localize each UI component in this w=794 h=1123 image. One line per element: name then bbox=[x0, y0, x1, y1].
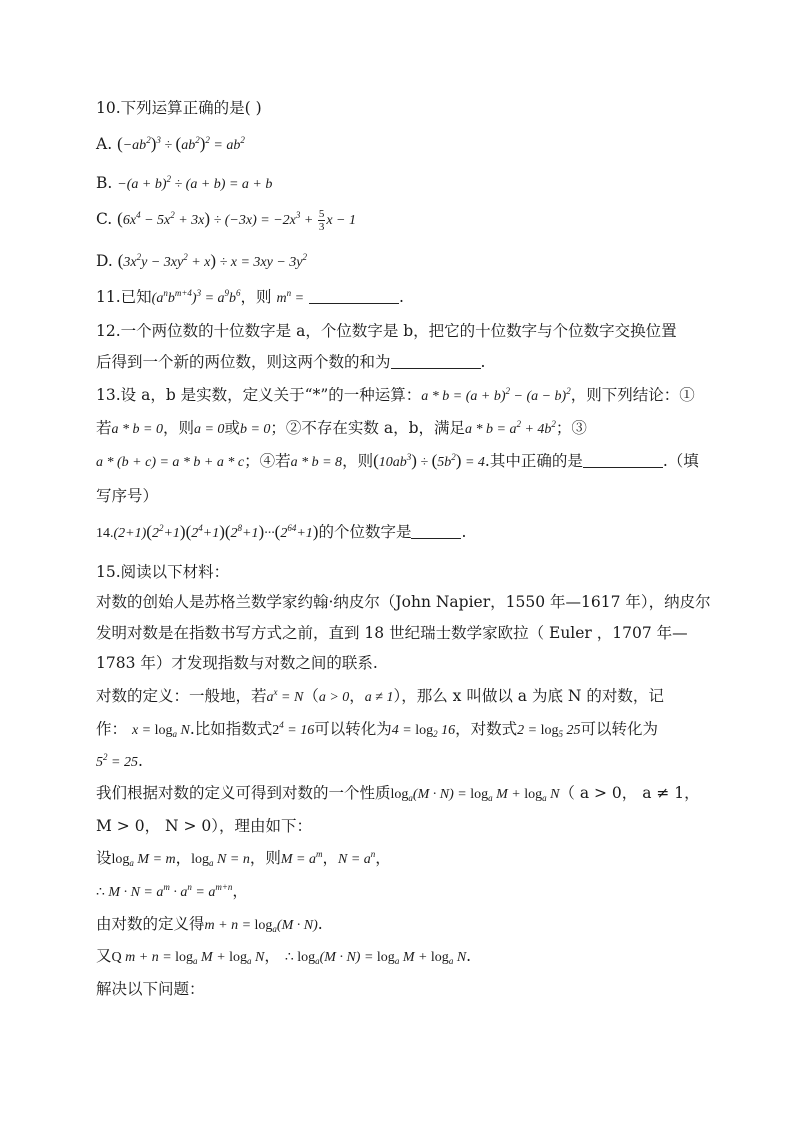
definition-line-2: 作： $x = \log_a N$.比如指数式$2^4 = 16$可以转化为$4 = \log_2 16$，对数式$2 = \log_5 25$可以转化为 bbox=[96, 720, 658, 739]
question-12-line-1: 12.一个两位数的十位数字是 a，个位数字是 b，把它的十位数字与个位数字交换位置 bbox=[96, 322, 677, 340]
fraction-5-3: $\frac{5}{3}$ bbox=[318, 208, 325, 234]
question-11: 11.已知$(a^nb^{m+4})^3 = a^9b^6$，则 $m^n$ = . bbox=[96, 288, 404, 306]
answer-blank[interactable] bbox=[391, 354, 481, 369]
proof-line-1: 设$\log_a M = m$，$\log_a N = n$，则$M = a^m$，$N = a^n$， bbox=[96, 849, 391, 868]
question-10-option-d: D. $(3x^2y - 3xy^2 + x) \div x = 3xy - 3y^2$ bbox=[96, 251, 308, 270]
question-13-line-4: 写序号） bbox=[96, 487, 159, 505]
proof-line-4: 又Q $m + n = \log_a M + \log_a N$， ∴ $\log_a(M \cdot N) = \log_a M + \log_a N$. bbox=[96, 947, 472, 966]
question-14: $14.(2+1)(2^2+1)(2^4+1)(2^8+1)\cdot\cdot\cdot(2^{64}+1)$的个位数字是 . bbox=[96, 522, 467, 541]
proof-line-3: 由对数的定义得$m + n = \log_a(M \cdot N)$. bbox=[96, 915, 323, 934]
definition-line-3: $5^2 = 25$. bbox=[96, 752, 143, 770]
question-13-line-3: a * (b + c) = a * b + a * c；④若a * b = 8，则$(10ab^3) \div (5b^2) = 4$.其中正确的是 .（填 bbox=[96, 451, 699, 470]
question-10-option-c: C. $(6x^4 - 5x^2 + 3x) \div (-3x) = -2x^3$ + $\frac{5}{3}$ x − 1 bbox=[96, 208, 356, 234]
paragraph-history-1: 对数的创始人是苏格兰数学家约翰·纳皮尔（John Napier，1550 年—1617 年），纳皮尔 bbox=[96, 593, 711, 611]
question-13-line-1: 13.设 a，b 是实数，定义关于“*”的一种运算：$a * b = (a + b)^2 - (a - b)^2$，则下列结论：① bbox=[96, 386, 695, 404]
solve-heading: 解决以下问题： bbox=[96, 980, 205, 998]
property-line-1: 我们根据对数的定义可得到对数的一个性质$\log_a(M \cdot N) = \log_a M + \log_a N$（ a > 0， a ≠ 1， bbox=[96, 784, 700, 803]
answer-blank[interactable] bbox=[411, 524, 461, 539]
paragraph-history-2: 发明对数是在指数书写方式之前，直到 18 世纪瑞士数学家欧拉（ Euler ，1707 年— bbox=[96, 624, 688, 642]
question-10-stem: 10.下列运算正确的是( ) bbox=[96, 99, 262, 117]
definition-line-1: 对数的定义：一般地，若$a^x = N(a > 0$，a ≠ 1），那么 x 叫做以 a 为底 N 的对数，记 bbox=[96, 687, 664, 705]
answer-blank[interactable] bbox=[583, 453, 663, 468]
property-line-2: M > 0， N > 0），理由如下： bbox=[96, 817, 313, 835]
question-15-title: 15.阅读以下材料： bbox=[96, 563, 230, 581]
question-10-option-a: A. $(-ab^2)^3 \div (ab^2)^2 = ab^2$ bbox=[96, 134, 245, 153]
question-13-line-2: 若a * b = 0，则a = 0或b = 0；②不存在实数 a，b，满足$a * b = a^2 + 4b^2$；③ bbox=[96, 419, 587, 437]
question-10-option-b: B. $-(a + b)^2 \div (a + b) = a + b$ bbox=[96, 174, 273, 192]
answer-blank[interactable] bbox=[309, 289, 399, 304]
proof-line-2: ∴ $M \cdot N = a^m \cdot a^n = a^{m+n}$， bbox=[96, 882, 248, 900]
paragraph-history-3: 1783 年）才发现指数与对数之间的联系. bbox=[96, 654, 378, 672]
question-12-line-2: 后得到一个新的两位数，则这两个数的和为 . bbox=[96, 353, 486, 371]
